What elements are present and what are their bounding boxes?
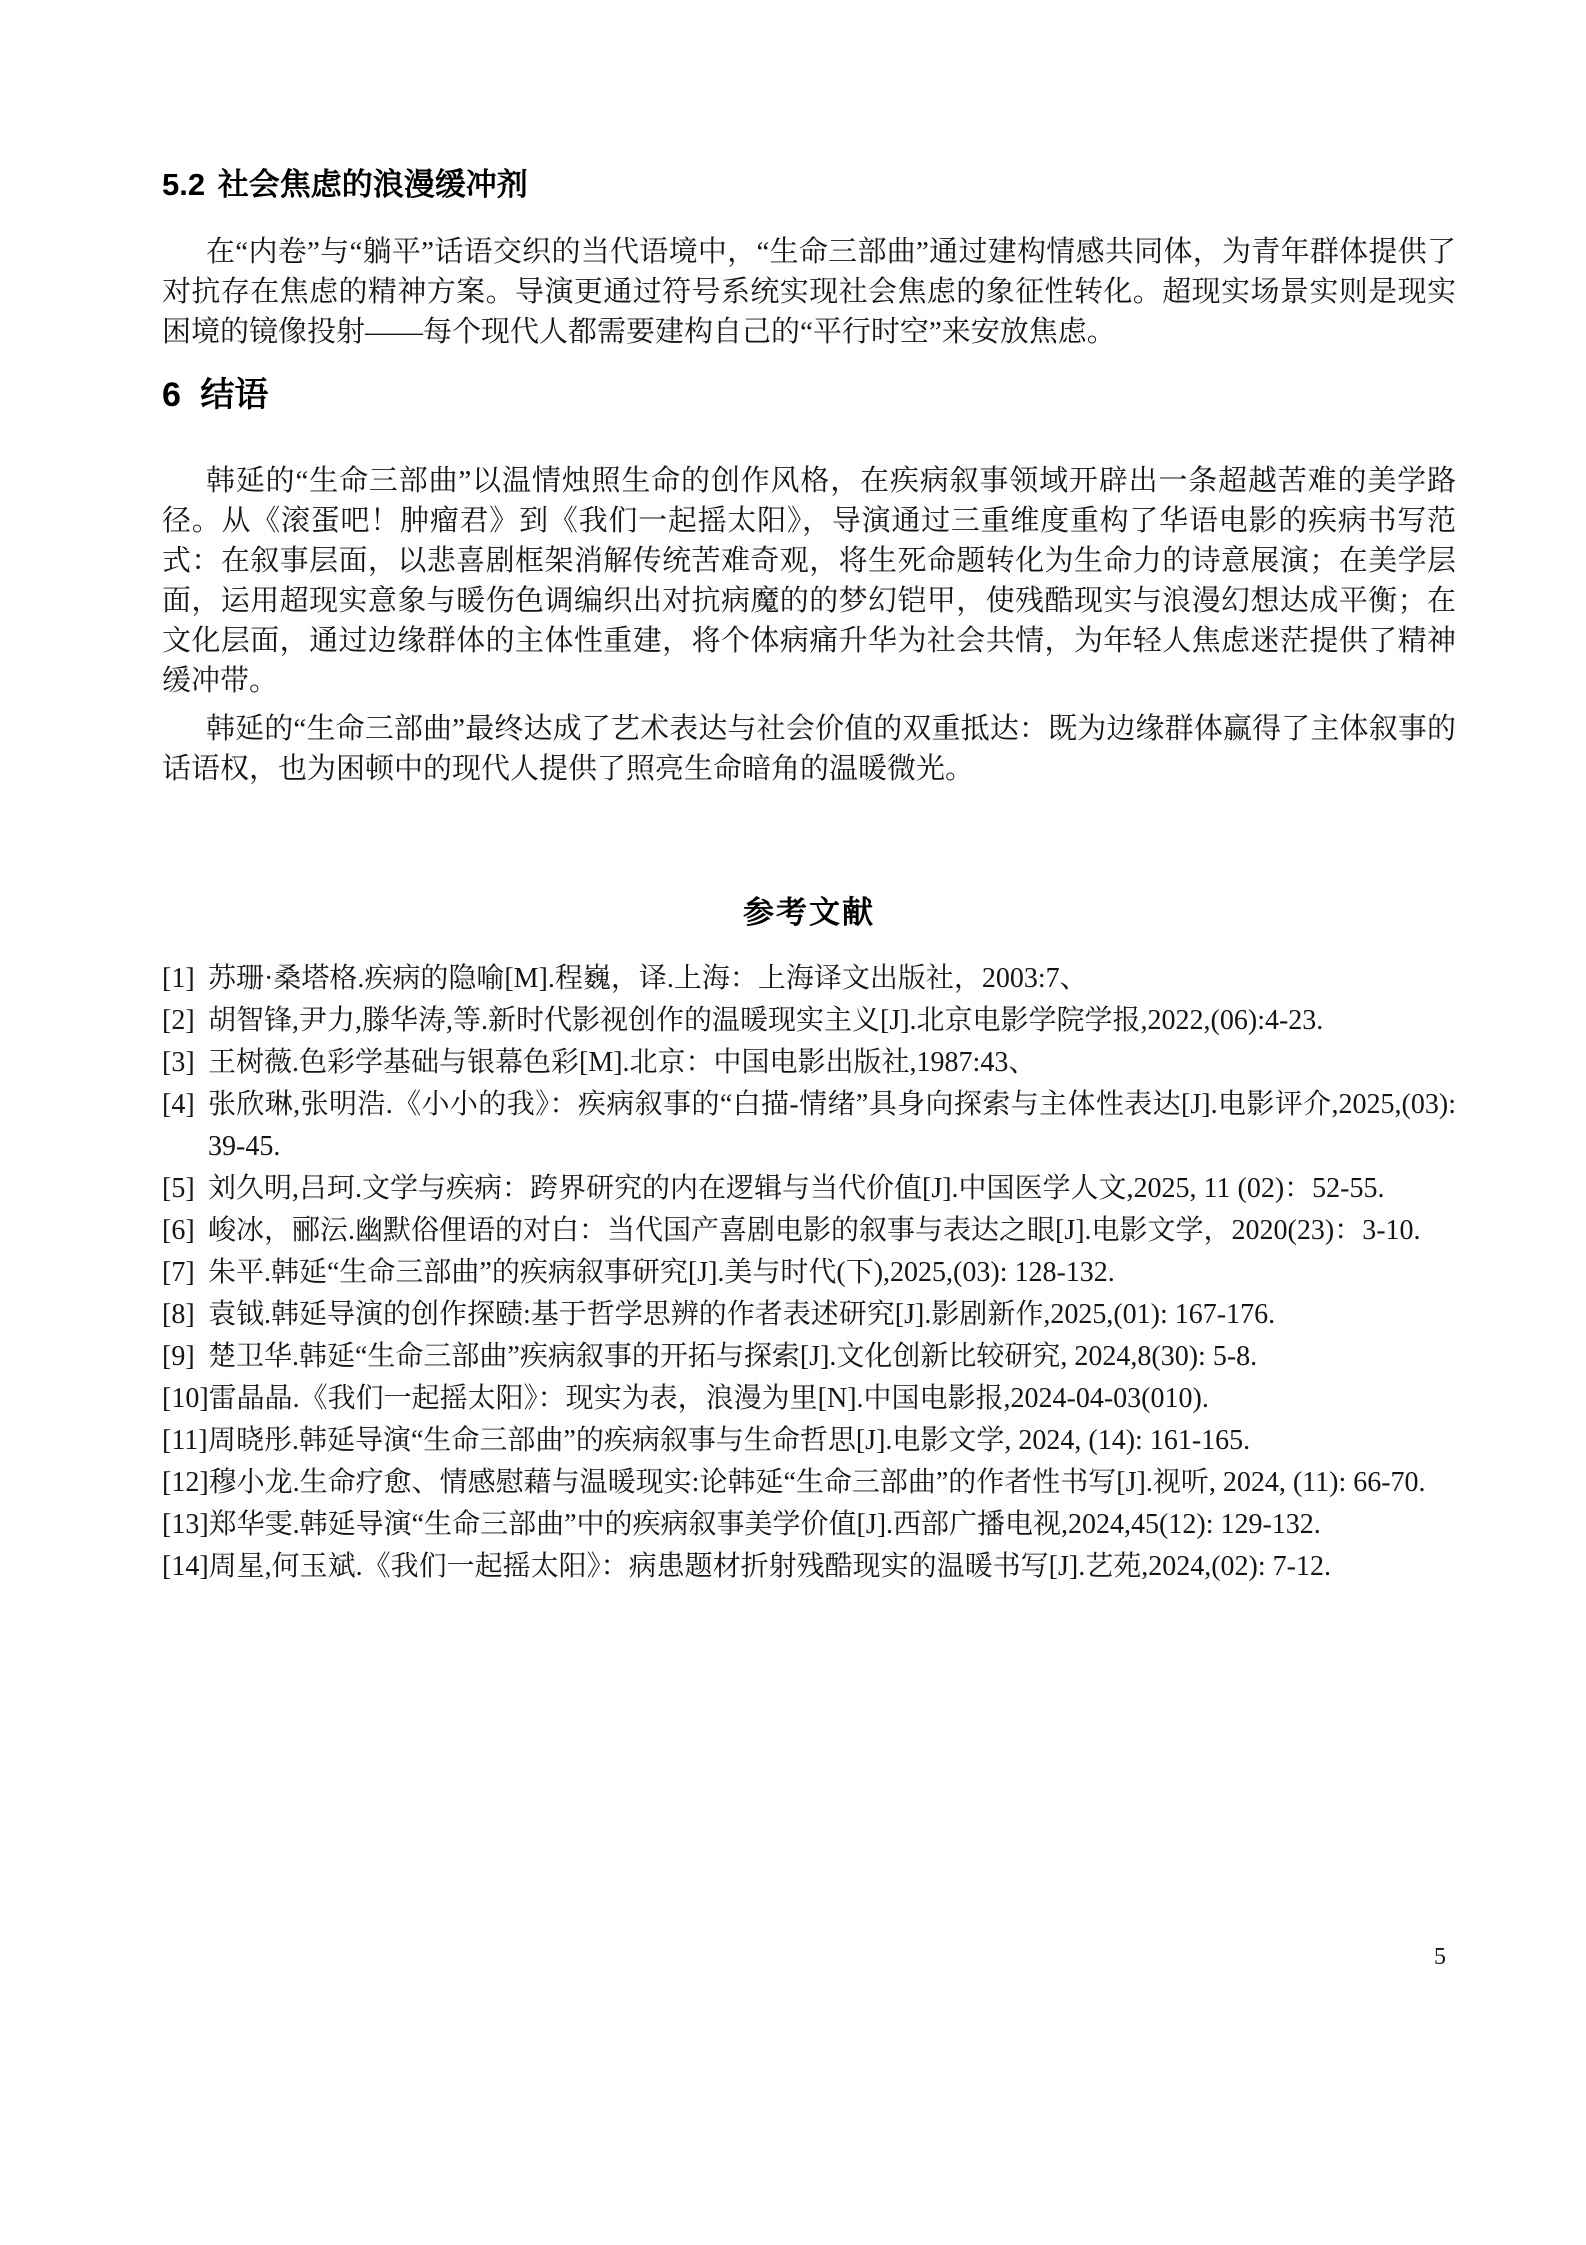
reference-text: 峻冰，郦沄.幽默俗俚语的对白：当代国产喜剧电影的叙事与表达之眼[J].电影文学，2020(23)：3-10. bbox=[208, 1215, 1421, 1246]
reference-item bbox=[162, 1168, 1456, 1210]
reference-label: [8] bbox=[162, 1299, 195, 1330]
reference-label: [14] bbox=[162, 1551, 209, 1582]
references-list bbox=[162, 958, 1456, 1588]
reference-item bbox=[162, 1000, 1456, 1042]
reference-text: 穆小龙.生命疗愈、情感慰藉与温暖现实:论韩延“生命三部曲”的作者性书写[J].视听, 2024, (11): 66-70. bbox=[208, 1467, 1426, 1498]
reference-label: [6] bbox=[162, 1215, 195, 1246]
reference-text: 郑华雯.韩延导演“生命三部曲”中的疾病叙事美学价值[J].西部广播电视,2024,45(12): 129-132. bbox=[208, 1509, 1321, 1540]
page-number: 5 bbox=[1434, 1944, 1446, 1970]
reference-item bbox=[162, 1462, 1456, 1504]
reference-text: 朱平.韩延“生命三部曲”的疾病叙事研究[J].美与时代(下),2025,(03): 128-132. bbox=[208, 1257, 1115, 1288]
references-heading: 参考文献 bbox=[743, 895, 875, 930]
reference-item bbox=[162, 958, 1456, 1000]
reference-label: [2] bbox=[162, 1005, 195, 1036]
reference-item bbox=[162, 1042, 1456, 1084]
reference-item bbox=[162, 1210, 1456, 1252]
reference-text: 周星,何玉斌.《我们一起摇太阳》：病患题材折射残酷现实的温暖书写[J].艺苑,2024,(02): 7-12. bbox=[208, 1551, 1331, 1582]
reference-label: [1] bbox=[162, 963, 195, 994]
section-5-2-paragraph: 在“内卷”与“躺平”话语交织的当代语境中，“生命三部曲”通过建构情感共同体，为青年群体提供了对抗存在焦虑的精神方案。导演更通过符号系统实现社会焦虑的象征性转化。超现实场景实则是现实困境的镜像投射——每个现代人都需要建构自己的“平行时空”来安放焦虑。 bbox=[162, 236, 1456, 348]
reference-text: 袁钺.韩延导演的创作探赜:基于哲学思辨的作者表述研究[J].影剧新作,2025,(01): 167-176. bbox=[208, 1299, 1276, 1330]
reference-label: [10] bbox=[162, 1383, 209, 1414]
reference-text: 刘久明,吕珂.文学与疾病：跨界研究的内在逻辑与当代价值[J].中国医学人文,2025, 11 (02)：52-55. bbox=[208, 1173, 1385, 1204]
reference-item bbox=[162, 1252, 1456, 1294]
reference-text: 张欣琳,张明浩.《小小的我》：疾病叙事的“白描-情绪”具身向探索与主体性表达[J].电影评介,2025,(03): 39-45. bbox=[208, 1089, 1456, 1162]
section-6-paragraph-1: 韩延的“生命三部曲”以温情烛照生命的创作风格，在疾病叙事领域开辟出一条超越苦难的美学路径。从《滚蛋吧！肿瘤君》到《我们一起摇太阳》，导演通过三重维度重构了华语电影的疾病书写范式：在叙事层面，以悲喜剧框架消解传统苦难奇观，将生死命题转化为生命力的诗意展演；在美学层面，运用超现实意象与暖伤色调编织出对抗病魔的的梦幻铠甲，使残酷现实与浪漫幻想达成平衡；在文化层面，通过边缘群体的主体性重建，将个体病痛升华为社会共情，为年轻人焦虑迷茫提供了精神缓冲带。 bbox=[162, 465, 1456, 697]
reference-item bbox=[162, 1546, 1456, 1588]
reference-label: [9] bbox=[162, 1341, 195, 1372]
reference-label: [12] bbox=[162, 1467, 209, 1498]
section-6-heading: 6 结语 bbox=[162, 376, 269, 414]
reference-text: 楚卫华.韩延“生命三部曲”疾病叙事的开拓与探索[J].文化创新比较研究, 2024,8(30): 5-8. bbox=[208, 1341, 1258, 1372]
reference-label: [11] bbox=[162, 1425, 208, 1456]
reference-label: [13] bbox=[162, 1509, 209, 1540]
reference-label: [3] bbox=[162, 1047, 195, 1078]
reference-text: 周晓彤.韩延导演“生命三部曲”的疾病叙事与生命哲思[J].电影文学, 2024, (14): 161-165. bbox=[208, 1425, 1251, 1456]
reference-item bbox=[162, 1504, 1456, 1546]
reference-label: [7] bbox=[162, 1257, 195, 1288]
reference-item bbox=[162, 1336, 1456, 1378]
reference-text: 苏珊·桑塔格.疾病的隐喻[M].程巍，译.上海：上海译文出版社，2003:7、 bbox=[208, 963, 1088, 994]
page-content bbox=[162, 0, 1456, 1588]
reference-item bbox=[162, 1084, 1456, 1168]
reference-item bbox=[162, 1378, 1456, 1420]
reference-item bbox=[162, 1420, 1456, 1462]
reference-text: 王树薇.色彩学基础与银幕色彩[M].北京：中国电影出版社,1987:43、 bbox=[208, 1047, 1037, 1078]
reference-label: [4] bbox=[162, 1089, 195, 1120]
section-6-paragraph-2: 韩延的“生命三部曲”最终达成了艺术表达与社会价值的双重抵达：既为边缘群体赢得了主体叙事的话语权，也为困顿中的现代人提供了照亮生命暗角的温暖微光。 bbox=[162, 713, 1456, 785]
reference-item bbox=[162, 1294, 1456, 1336]
reference-text: 胡智锋,尹力,滕华涛,等.新时代影视创作的温暖现实主义[J].北京电影学院学报,2022,(06):4-23. bbox=[208, 1005, 1324, 1036]
section-5-2-heading: 5.2 社会焦虑的浪漫缓冲剂 bbox=[162, 167, 528, 202]
reference-label: [5] bbox=[162, 1173, 195, 1204]
reference-text: 雷晶晶.《我们一起摇太阳》：现实为表，浪漫为里[N].中国电影报,2024-04-03(010). bbox=[208, 1383, 1209, 1414]
